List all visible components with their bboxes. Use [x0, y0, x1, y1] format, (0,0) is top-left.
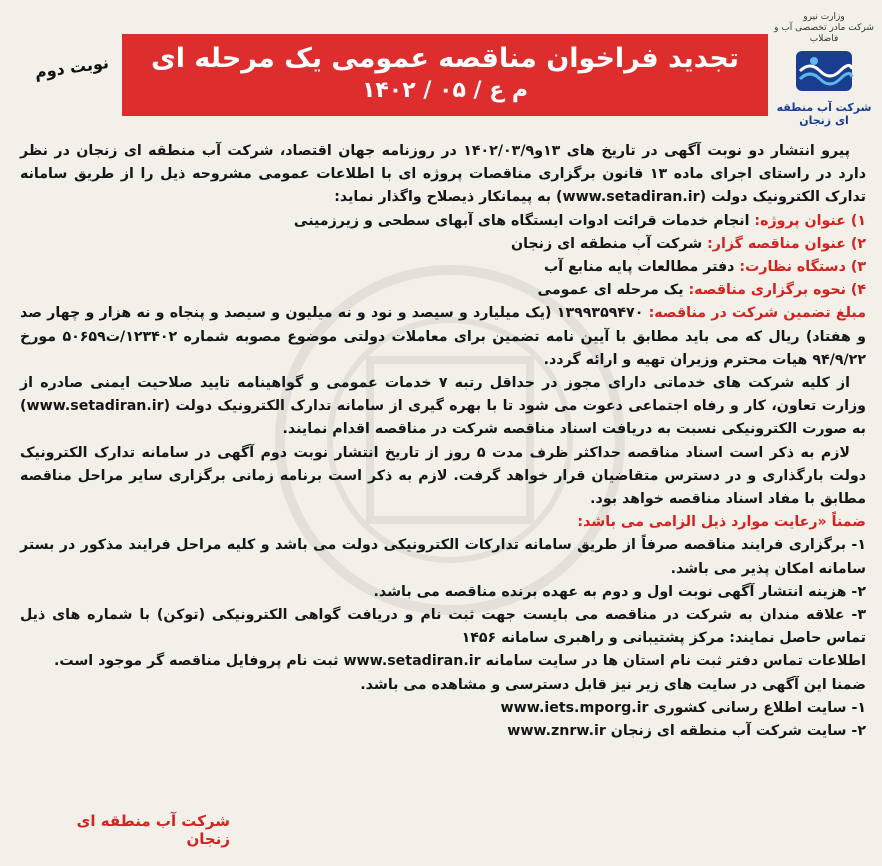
- field-label: ۳) دستگاه نظارت:: [739, 259, 866, 276]
- contact-paragraph: اطلاعات تماس دفتر ثبت نام استان ها در سایت سامانه www.setadiran.ir ثبت نام پروفایل مناقصه گر موجود است.: [53, 653, 866, 670]
- field-label: ۲) عنوان مناقصه گزار:: [707, 235, 866, 252]
- water-wave-logo-icon: [792, 47, 856, 95]
- field-value: انجام خدمات قرائت ادوات ایستگاه های آبهای سطحی و زیرزمینی: [293, 212, 750, 229]
- field-label: ۱) عنوان پروژه:: [754, 212, 866, 229]
- field-supervisor: [20, 256, 866, 279]
- logo-line2: شرکت مادر تخصصی آب و فاضلاب: [774, 23, 874, 44]
- field-tenderer: [20, 233, 866, 256]
- field-method: [20, 279, 866, 302]
- field-label: ۴) نحوه برگزاری مناقصه:: [688, 282, 866, 299]
- field-value: شرکت آب منطقه ای زنجان: [510, 235, 703, 252]
- guarantee-paragraph: [20, 302, 866, 372]
- logo-line1: وزارت نیرو: [803, 12, 845, 22]
- title-banner: [122, 34, 768, 116]
- sites-intro: ضمنا این آگهی در سایت های زیر نیز قابل دسترسی و مشاهده می باشد.: [360, 676, 866, 693]
- edition-badge: نوبت دوم: [33, 52, 110, 83]
- field-project-title: [20, 210, 866, 233]
- documents-paragraph: لازم به ذکر است اسناد مناقصه حداکثر ظرف مدت ۵ روز از تاریخ انتشار نوبت دوم آگهی در سامانه تدارک الکترونیک دولت بارگذاری و در دسترس متقاضیان قرار خواهد گرفت. لازم به ذکر است برنامه زمانی برگزاری سایر مراحل مناقصه مطابق با مفاد اسناد مناقصه خواهد بود.: [20, 444, 866, 508]
- notice-body: [20, 140, 866, 743]
- invitation-paragraph: از کلیه شرکت های خدماتی دارای مجوز در حداقل رتبه ۷ خدمات عمومی و گواهینامه تایید صلاحیت ایمنی صادره از وزارت تعاون، کار و رفاه اجتماعی دعوت می شود تا با بهره گیری از سامانه تدارک الکترونیک دولت (www.setadiran.ir) به صورت الکترونیکی نسبت به دریافت اسناد مناقصه شرکت در مناقصه اقدام نمایند.: [20, 375, 866, 438]
- notes-title: ضمناً «رعایت موارد ذیل الزامی می باشد:: [577, 514, 866, 531]
- note-item: ۱- برگزاری فرایند مناقصه صرفاً از طریق سامانه تدارکات الکترونیکی دولت می باشد و کلیه مراحل فرایند مذکور در بستر سامانه امکان پذیر می باشد.: [20, 537, 866, 577]
- company-logo: [772, 8, 876, 127]
- tender-code: م ع / ۰۵ / ۱۴۰۲: [361, 78, 529, 103]
- site-item: ۲- سایت شرکت آب منطقه ای زنجان www.znrw.ir: [507, 723, 866, 740]
- field-value: یک مرحله ای عمومی: [537, 282, 684, 299]
- guarantee-label: مبلغ تضمین شرکت در مناقصه:: [648, 305, 866, 322]
- logo-company-name: شرکت آب منطقه ای زنجان: [776, 101, 872, 127]
- intro-paragraph: پیرو انتشار دو نوبت آگهی در تاریخ های ۱۳و۱۴۰۲/۰۳/۹ در روزنامه جهان اقتصاد، شرکت آب منطقه ای زنجان در نظر دارد در راستای اجرای ماده ۱۳ قانون برگزاری مناقصات پروژه ای با اطلاعات عمومی مشروحه ذیل را از طریق سامانه تدارک الکترونیک دولت (www.setadiran.ir) به پیمانکار ذیصلاح واگذار نماید:: [20, 143, 866, 206]
- note-item: ۲- هزینه انتشار آگهی نوبت اول و دوم به عهده برنده مناقصه می باشد.: [373, 583, 866, 600]
- site-item: ۱- سایت اطلاع رسانی کشوری www.iets.mporg.ir: [500, 699, 866, 716]
- signature-company: شرکت آب منطقه ای زنجان: [76, 812, 230, 848]
- guarantee-text: ۱۳۹۹۳۵۹۴۷۰ (یک میلیارد و سیصد و نود و نه میلیون و سیصد و پنجاه و نه هزار و چهار صد و هفتاد) ریال که می باید مطابق با آیین نامه تضمین برای معاملات دولتی موضوع مصوبه شماره ۱۲۳۴۰۲/ت۵۰۶۵۹ مورخ ۹۴/۹/۲۲ هیات محترم وزیران تهیه و ارائه گردد.: [20, 305, 866, 368]
- notice-title: تجدید فراخوان مناقصه عمومی یک مرحله ای: [151, 43, 739, 74]
- field-value: دفتر مطالعات پایه منابع آب: [544, 259, 735, 276]
- note-item: ۳- علاقه مندان به شرکت در مناقصه می بایست جهت ثبت نام و دریافت گواهی الکترونیکی (توکن) با شماره های ذیل تماس حاصل نمایند: مرکز پشتیبانی و راهبری سامانه ۱۴۵۶: [20, 607, 866, 647]
